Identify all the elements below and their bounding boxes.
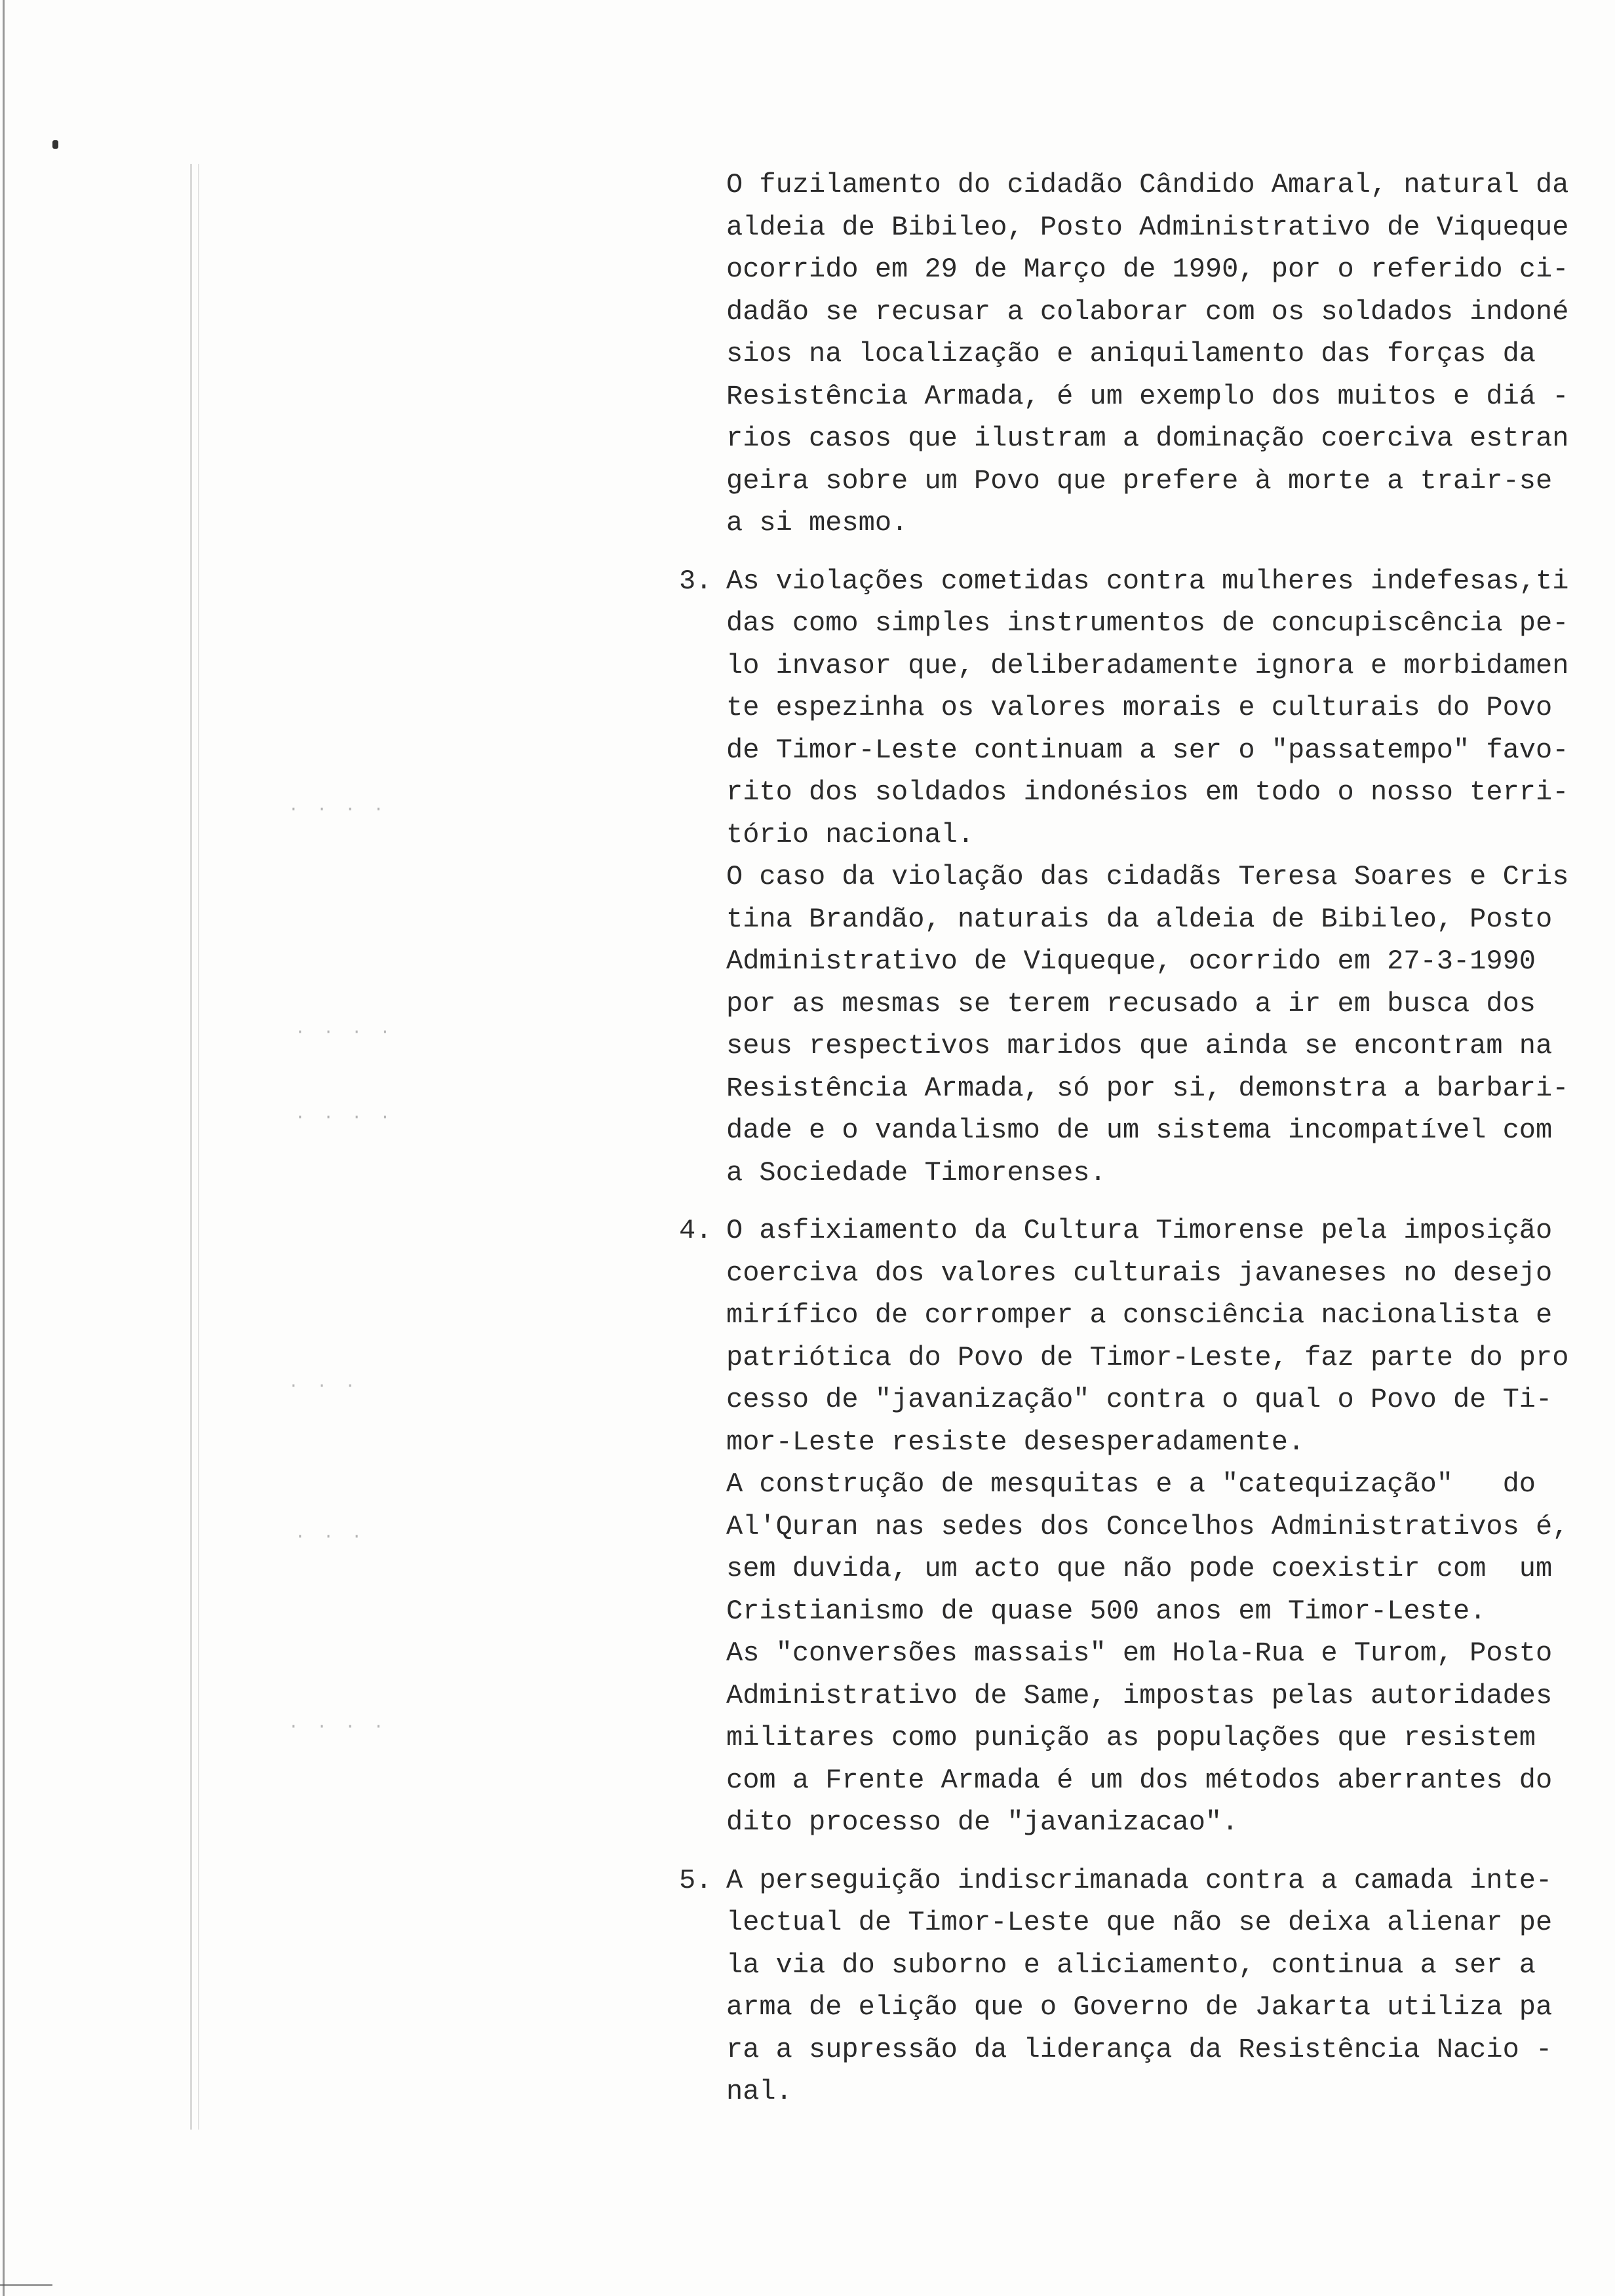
- bleed-through-smudge: · · ·: [288, 1376, 360, 1396]
- document-item: [726, 164, 1591, 545]
- document-item: [679, 560, 1591, 1195]
- item-number: 4.: [679, 1215, 712, 1246]
- bleed-through-smudge: · · · ·: [295, 1022, 395, 1042]
- paragraph: O asfixiamento da Cultura Timorense pela imposição coerciva dos valores culturais javaneses no desejo mirífico de corromper a consciência nacionalista e patriótica do Povo de Timor-Leste, faz parte do pro cesso de "javanização" contra o qual o Povo de Ti- mor-Leste resiste desesperadamente.: [726, 1215, 1569, 1458]
- paragraph: O fuzilamento do cidadão Cândido Amaral, natural da aldeia de Bibileo, Posto Administrativo de Viqueque ocorrido em 29 de Março de 1990, por o referido ci- dadão se recusar a colaborar com os soldados indoné sios na localização e aniquilamento das forças da Resistência Armada, é um exemplo dos muitos e diá - rios casos que ilustram a dominação coerciva estran geira sobre um Povo que prefere à morte a trair-se a si mesmo.: [726, 169, 1569, 539]
- bleed-through-smudge: · · · ·: [288, 799, 388, 819]
- bleed-through-smudge: · · · ·: [288, 1717, 388, 1736]
- document-item: [679, 1860, 1591, 2113]
- paragraph: A construção de mesquitas e a "catequização" do Al'Quran nas sedes dos Concelhos Administrativos é, sem duvida, um acto que não pode coexistir com um Cristianismo de quase 500 anos em Timor-Leste.: [726, 1468, 1569, 1627]
- document-body: [679, 164, 1591, 2113]
- document-item: [679, 1210, 1591, 1844]
- scan-edge-mark: [0, 2284, 52, 2286]
- paragraph: O caso da violação das cidadãs Teresa Soares e Cris tina Brandão, naturais da aldeia de Bibileo, Posto Administrativo de Viqueque, ocorrido em 27-3-1990 por as mesmas se terem recusado a ir em busca dos seus respectivos maridos que ainda se encontram na Resistência Armada, só por si, demonstra a barbari- dade e o vandalismo de um sistema incompatível com a Sociedade Timorenses.: [726, 861, 1569, 1189]
- punch-hole-mark: [52, 140, 58, 149]
- paragraph: As "conversões massais" em Hola-Rua e Turom, Posto Administrativo de Same, impostas pelas autoridades militares como punição as populações que resistem com a Frente Armada é um dos métodos aberrantes do dito processo de "javanizacao".: [726, 1637, 1553, 1838]
- bleed-through-smudge: · · ·: [295, 1527, 366, 1546]
- item-number: 5.: [679, 1864, 712, 1896]
- bleed-through-line: [190, 164, 192, 2130]
- paragraph: As violações cometidas contra mulheres indefesas,ti das como simples instrumentos de concupiscência pe- lo invasor que, deliberadamente ignora e morbidamen te espezinha os valores morais e culturais do Povo de Timor-Leste continuam a ser o "passatempo" favo- rito dos soldados indonésios em todo o nosso terri- tório nacional.: [726, 565, 1569, 851]
- bleed-through-smudge: · · · ·: [295, 1107, 395, 1127]
- paragraph: A perseguição indiscrimanada contra a camada inte- lectual de Timor-Leste que não se deixa alienar pe la via do suborno e aliciamento, continua a ser a arma de elição que o Governo de Jakarta utiliza pa ra a supressão da liderança da Resistência Nacio - nal.: [726, 1864, 1553, 2107]
- scan-edge-line: [3, 0, 5, 2296]
- item-number: 3.: [679, 565, 712, 597]
- bleed-through-line-secondary: [198, 164, 199, 2130]
